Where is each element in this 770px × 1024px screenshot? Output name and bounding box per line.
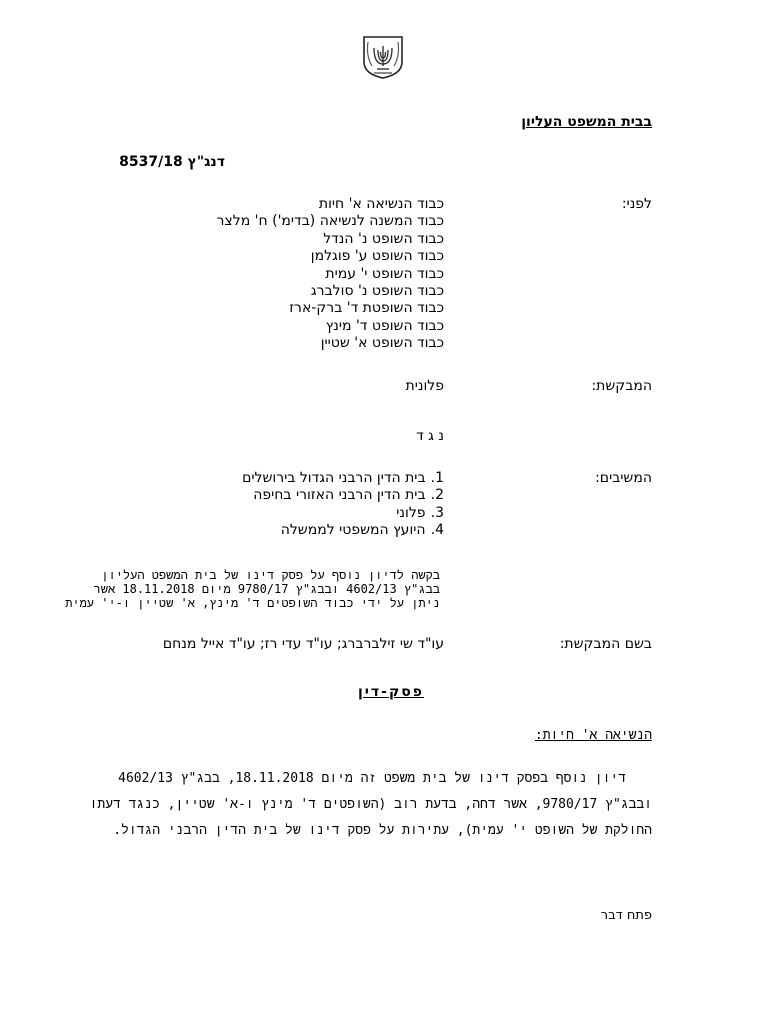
request-description bbox=[65, 568, 440, 610]
respondent-number: 2. bbox=[430, 487, 444, 504]
request-line: בבג"ץ 4602/13 ובבג"ץ 9780/17 מיום 18.11.2018 אשר bbox=[93, 582, 440, 596]
judge-line: כבוד השופט א' שטיין bbox=[320, 335, 444, 352]
judge-line: כבוד הנשיאה א' חיות bbox=[318, 196, 444, 212]
request-line: ניתן על ידי כבוד השופטים ד' מינץ, א' שטיין ו-י' עמית bbox=[65, 596, 440, 610]
counsel-names: עו"ד שי זילברברג; עו"ד עדי רז; עו"ד אייל מנחם bbox=[162, 636, 444, 652]
respondent-number: 1. bbox=[430, 470, 444, 486]
state-emblem-icon bbox=[360, 34, 406, 80]
opinion-paragraph bbox=[89, 766, 652, 844]
panel-label: לפני: bbox=[621, 196, 652, 212]
respondent-number: 4. bbox=[430, 522, 444, 539]
judge-line: כבוד השופט ד' מינץ bbox=[325, 317, 444, 334]
judge-line: כבוד המשנה לנשיאה (בדימ') ח' מלצר bbox=[216, 213, 444, 230]
paragraph-line: החולקת של השופט י' עמית), עתירות על פסק דינו של בית הדין הרבני הגדול. bbox=[113, 823, 652, 838]
judge-line: כבוד השופטת ד' ברק-ארז bbox=[289, 300, 444, 317]
respondent-number: 3. bbox=[430, 504, 444, 521]
court-title: בבית המשפט העליון bbox=[521, 114, 652, 130]
counsel-label: בשם המבקשת: bbox=[559, 636, 652, 652]
respondent-item bbox=[242, 505, 444, 522]
request-line: בקשה לדיון נוסף על פסק דינו של בית המשפט העליון bbox=[101, 568, 440, 582]
respondent-name: פלוני bbox=[396, 504, 426, 521]
versus-label: נ ג ד bbox=[416, 428, 444, 444]
respondent-item bbox=[242, 522, 444, 539]
section-heading: פתח דבר bbox=[600, 908, 652, 923]
respondents-list bbox=[242, 470, 444, 540]
case-number: דנג"ץ 8537/18 bbox=[119, 154, 225, 170]
respondent-name: בית הדין הרבני האזורי בחיפה bbox=[253, 487, 426, 504]
respondent-item bbox=[242, 470, 444, 487]
respondent-item bbox=[242, 487, 444, 504]
respondents-label: המשיבים: bbox=[595, 470, 652, 486]
paragraph-line: דיון נוסף בפסק דינו של בית משפט זה מיום 18.11.2018, בבג"ץ 4602/13 bbox=[118, 771, 626, 786]
verdict-title: פסק-דין bbox=[357, 684, 424, 700]
respondent-name: בית הדין הרבני הגדול בירושלים bbox=[242, 470, 426, 486]
judge-line: כבוד השופט ע' פוגלמן bbox=[310, 248, 444, 265]
judges-list bbox=[217, 196, 444, 353]
paragraph-line: ובבג"ץ 9780/17, אשר דחה, בדעת רוב (השופטים ד' מינץ ו-א' שטיין, כנגד דעתו bbox=[89, 797, 652, 812]
petitioner-label: המבקשת: bbox=[591, 378, 652, 394]
respondent-name: היועץ המשפטי לממשלה bbox=[280, 522, 426, 539]
opinion-judge: הנשיאה א' חיות: bbox=[534, 728, 652, 743]
judge-line: כבוד השופט י' עמית bbox=[325, 265, 444, 282]
judge-line: כבוד השופט נ' הנדל bbox=[323, 230, 444, 247]
petitioner-name: פלונית bbox=[405, 378, 444, 394]
judge-line: כבוד השופט נ' סולברג bbox=[310, 283, 444, 300]
